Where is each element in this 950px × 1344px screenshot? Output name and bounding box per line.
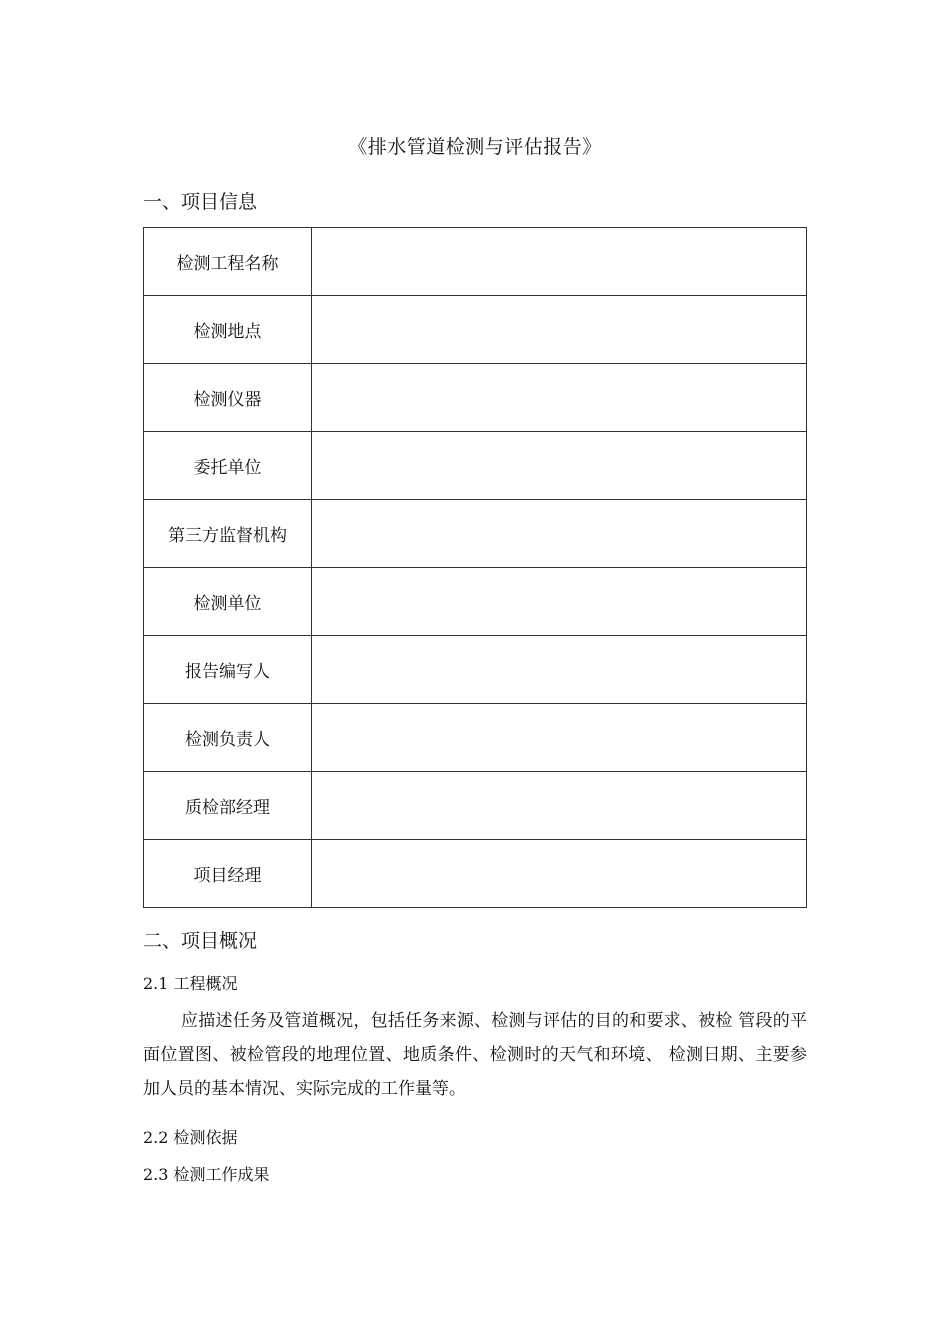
row-value — [312, 704, 807, 772]
table-row — [144, 432, 807, 500]
row-label: 报告编写人 — [144, 636, 312, 704]
table-row — [144, 840, 807, 908]
row-label: 质检部经理 — [144, 772, 312, 840]
table-row — [144, 296, 807, 364]
row-label: 检测工程名称 — [144, 228, 312, 296]
row-value — [312, 228, 807, 296]
table-row — [144, 500, 807, 568]
section-heading-project-overview: 二、项目概况 — [143, 930, 258, 952]
row-value — [312, 840, 807, 908]
row-value — [312, 296, 807, 364]
table-row — [144, 568, 807, 636]
row-label: 委托单位 — [144, 432, 312, 500]
row-value — [312, 568, 807, 636]
row-value — [312, 772, 807, 840]
row-label: 项目经理 — [144, 840, 312, 908]
row-label: 第三方监督机构 — [144, 500, 312, 568]
section-heading-project-info: 一、项目信息 — [143, 191, 258, 213]
table-row — [144, 704, 807, 772]
project-info-table — [143, 227, 807, 908]
row-value — [312, 432, 807, 500]
table-row — [144, 772, 807, 840]
row-value — [312, 500, 807, 568]
table-row — [144, 364, 807, 432]
overview-paragraph: 应描述任务及管道概况，包括任务来源、检测与评估的目的和要求、被检 管段的平面位置图、被检管段的地理位置、地质条件、检测时的天气和环境、 检测日期、主要参加人员的基本情况、实际完成的工作量等。 — [143, 1011, 807, 1099]
subheading-project-overview: 2.1 工程概况 — [143, 974, 238, 993]
row-value — [312, 636, 807, 704]
subheading-inspection-basis: 2.2 检测依据 — [143, 1128, 238, 1147]
document-title: 《排水管道检测与评估报告》 — [348, 136, 602, 158]
subheading-inspection-results: 2.3 检测工作成果 — [143, 1165, 270, 1184]
row-label: 检测单位 — [144, 568, 312, 636]
row-label: 检测负责人 — [144, 704, 312, 772]
table-row — [144, 636, 807, 704]
row-label: 检测仪器 — [144, 364, 312, 432]
table-row — [144, 228, 807, 296]
row-value — [312, 364, 807, 432]
row-label: 检测地点 — [144, 296, 312, 364]
